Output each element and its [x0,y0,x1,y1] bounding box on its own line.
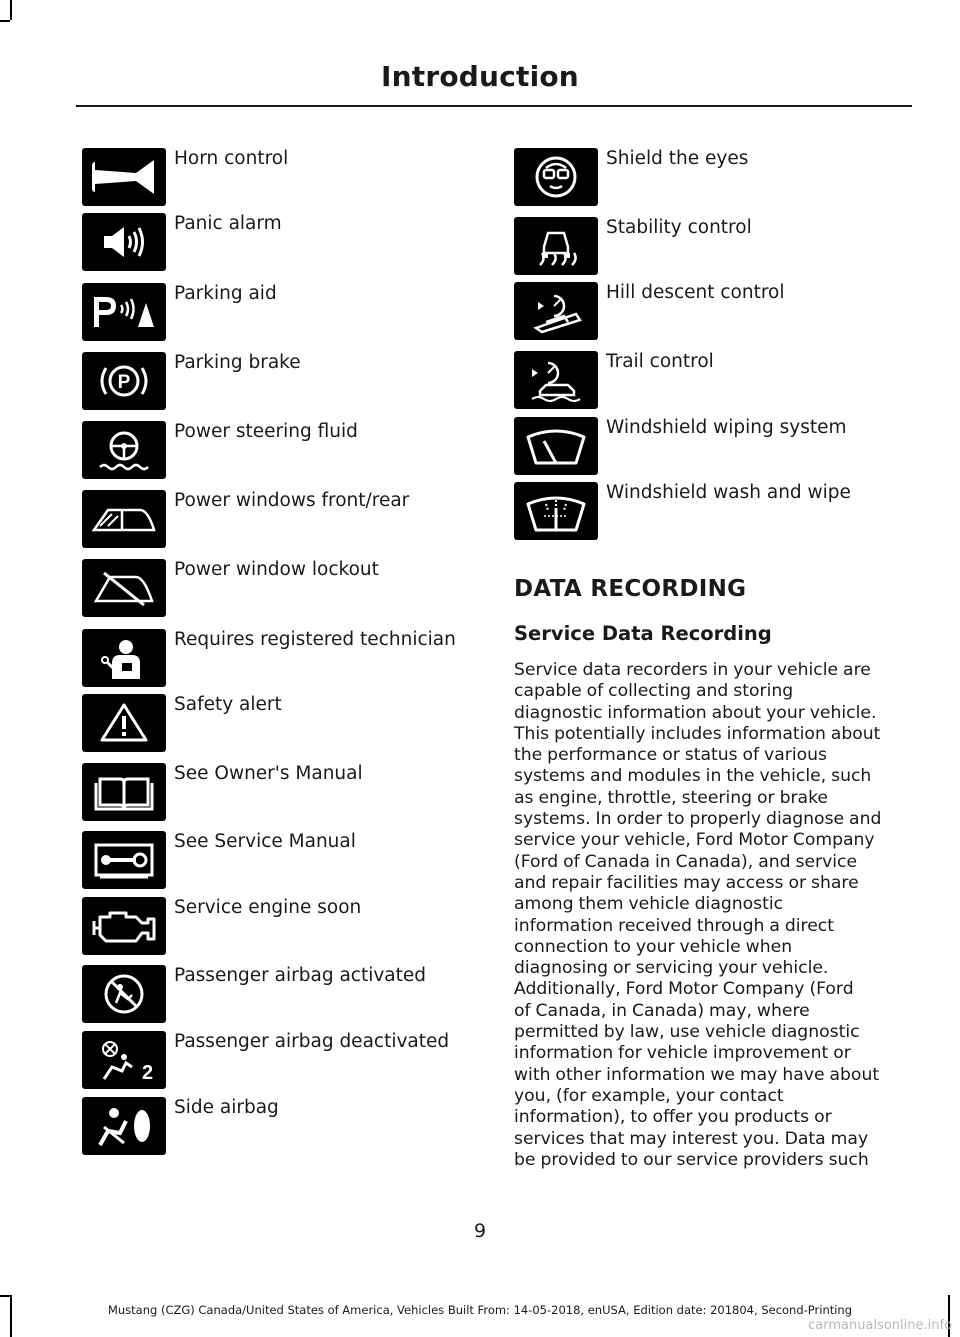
svg-text:P: P [117,372,131,393]
body-line: (Ford of Canada in Canada), and service [514,851,858,872]
symbol-row-window-lockout [82,559,472,617]
watermark[interactable]: carmanualsonline.info [808,1318,952,1333]
symbol-row-power-windows [82,490,472,548]
symbol-label: Windshield wash and wipe [606,482,851,503]
symbol-row-airbag-activated [82,965,472,1023]
symbol-row-wiper [514,417,914,475]
symbol-label: Power window lockout [174,559,379,580]
symbol-row-panic-alarm [82,213,472,271]
hill-descent-icon [514,282,598,340]
symbol-row-owners-manual [82,763,472,821]
trail-control-icon [514,351,598,409]
symbol-label: Parking aid [174,283,277,304]
body-line: This potentially includes information about [514,723,881,744]
body-line: service your vehicle, Ford Motor Company [514,830,875,851]
speaker-icon [82,213,166,271]
symbol-row-horn [82,148,472,206]
page-title: Introduction [381,60,579,93]
symbol-label: See Service Manual [174,831,356,852]
symbol-row-power-steering [82,421,472,479]
symbol-row-stability-control [514,217,914,275]
symbol-row-parking-aid [82,283,472,341]
symbol-row-trail-control [514,351,914,409]
parking-brake-icon [82,352,166,410]
symbol-row-technician [82,629,472,687]
body-line: systems. In order to properly diagnose and [514,809,882,830]
symbol-label: Windshield wiping system [606,417,847,438]
wash-wipe-icon [514,482,598,540]
body-line: services that may interest you. Data may [514,1128,869,1149]
symbol-label: See Owner's Manual [174,763,363,784]
symbol-label: Horn control [174,148,289,169]
owners-manual-icon [82,763,166,821]
page-number: 9 [473,1220,487,1242]
body-line: Service data recorders in your vehicle are [514,660,871,680]
symbol-label: Panic alarm [174,213,282,234]
body-line: be provided to our service providers such [514,1149,869,1170]
symbol-row-safety-alert [82,694,472,752]
body-line: information), to offer you products or [514,1107,832,1128]
body-line: as engine, throttle, steering or brake [514,787,829,808]
section-heading: DATA RECORDING [514,576,747,602]
body-line: you, (for example, your contact [514,1085,784,1106]
body-line: the performance or status of various [514,745,827,766]
symbol-label: Shield the eyes [606,148,749,169]
footer-text: Mustang (CZG) Canada/United States of America, Vehicles Built From: 14-05-2018, enUSA, Edition date: 201804, Second-Printing [107,1303,853,1317]
symbol-row-shield-eyes [514,148,914,206]
body-line: systems and modules in the vehicle, such [514,766,872,787]
body-line: with other information we may have about [514,1064,880,1085]
body-line: information for vehicle improvement or [514,1043,851,1064]
side-airbag-icon [82,1097,166,1155]
symbol-label: Service engine soon [174,897,362,918]
symbol-row-parking-brake [82,352,472,410]
body-line: capable of collecting and storing [514,681,794,702]
wiper-icon [514,417,598,475]
horn-icon [82,148,166,206]
window-lockout-icon [82,559,166,617]
body-line: connection to your vehicle when [514,936,793,957]
symbol-label: Parking brake [174,352,301,373]
body-line: diagnosing or servicing your vehicle. [514,958,829,979]
technician-icon [82,629,166,687]
crop-mark [0,1295,10,1297]
warning-triangle-icon [82,694,166,752]
service-manual-icon [82,831,166,889]
symbol-label: Stability control [606,217,752,238]
symbol-row-side-airbag [82,1097,472,1155]
symbol-row-wash-wipe [514,482,914,540]
symbol-label: Requires registered technician [174,629,456,650]
body-line: permitted by law, use vehicle diagnostic [514,1022,860,1043]
symbol-row-hill-descent [514,282,914,340]
symbol-label: Trail control [606,351,714,372]
section-subheading: Service Data Recording [514,622,772,645]
symbol-label: Passenger airbag activated [174,965,427,986]
symbol-row-airbag-deactivated [82,1031,472,1089]
crop-mark [0,20,10,22]
symbol-label: Safety alert [174,694,282,715]
stability-control-icon [514,217,598,275]
power-windows-icon [82,490,166,548]
symbol-row-service-engine [82,897,472,955]
airbag-deactivated-icon [82,1031,166,1089]
crop-mark [10,0,12,20]
parking-aid-icon [82,283,166,341]
header-divider [76,105,912,107]
symbol-row-service-manual [82,831,472,889]
svg-text:2: 2 [142,1062,154,1083]
body-line: of Canada, in Canada) may, where [514,1000,810,1021]
body-line: diagnostic information about your vehicle. [514,702,877,723]
airbag-activated-icon [82,965,166,1023]
body-line: Additionally, Ford Motor Company (Ford [514,979,854,1000]
symbol-label: Passenger airbag deactivated [174,1031,450,1052]
body-line: information received through a direct [514,915,834,936]
goggles-icon [514,148,598,206]
symbol-label: Side airbag [174,1097,279,1118]
symbol-label: Hill descent control [606,282,785,303]
symbol-label: Power windows front/rear [174,490,410,511]
body-line: among them vehicle diagnostic [514,894,784,915]
symbol-label: Power steering fluid [174,421,358,442]
steering-fluid-icon [82,421,166,479]
body-line: and repair facilities may access or share [514,872,859,893]
body-paragraph [514,660,909,1171]
engine-icon [82,897,166,955]
